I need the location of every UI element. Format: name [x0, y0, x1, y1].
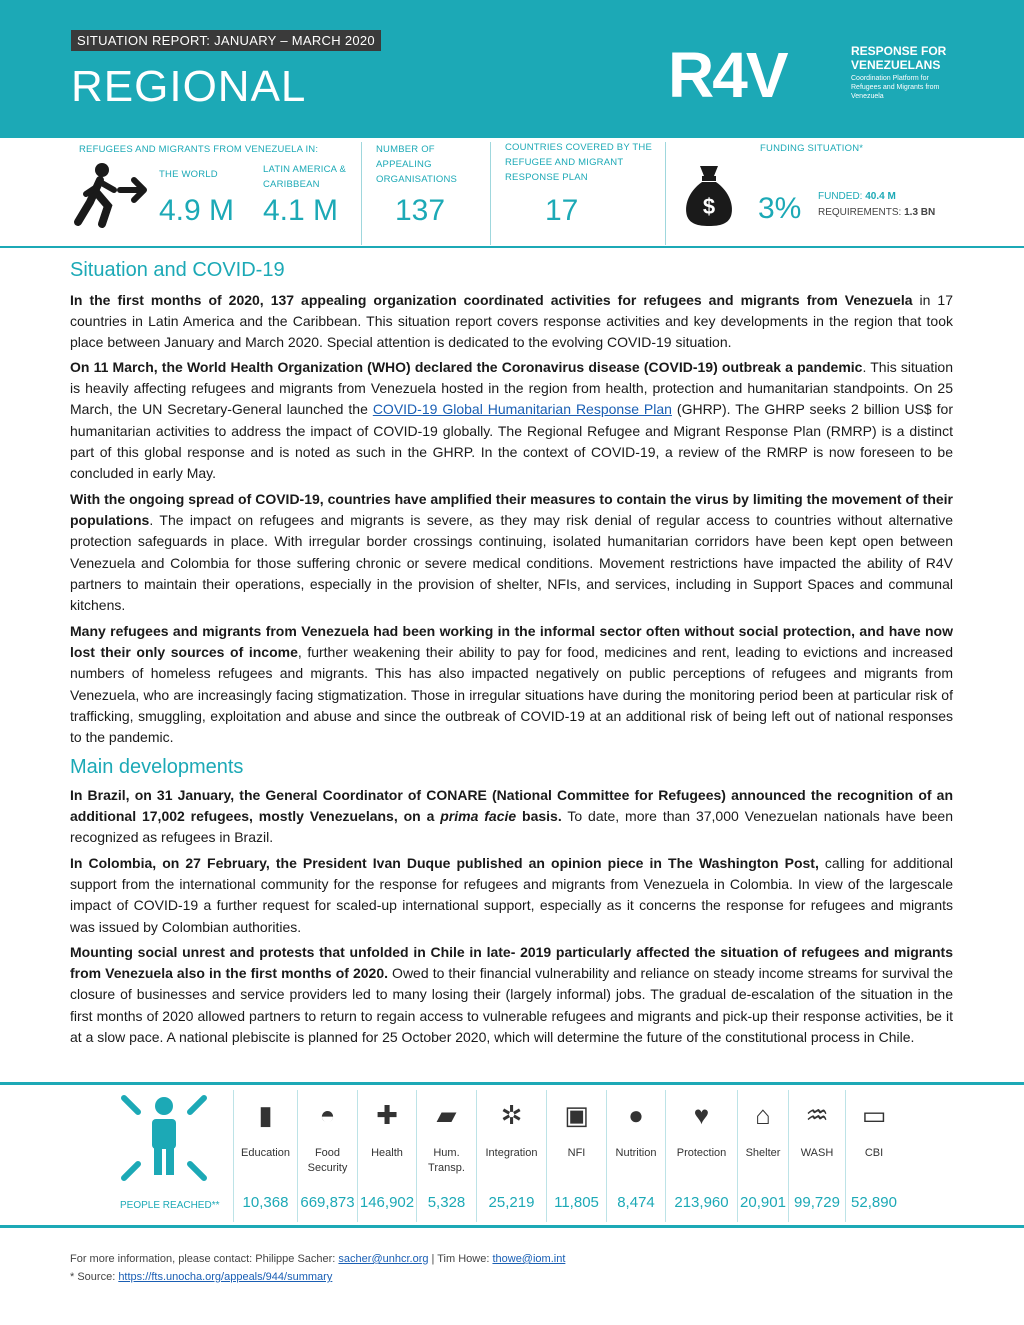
- bold-text: Mounting social unrest and protests that unfolded in Chile in late- 2019 particularly affected the situation of refugees and migrants from Venezuela also in the first months of 2020.: [70, 944, 953, 982]
- sector-value: 5,328: [427, 1194, 466, 1211]
- sector-value: 669,873: [300, 1194, 355, 1211]
- bold-text: In the first months of 2020, 137 appealing organization coordinated activities for refugees and migrants from Venezuela: [70, 292, 913, 308]
- latam-value: 4.1 M: [263, 194, 339, 227]
- stat-divider: [361, 142, 362, 245]
- countries-value: 17: [545, 194, 579, 227]
- orgs-label: NUMBER OF APPEALING ORGANISATIONS: [376, 144, 458, 185]
- source-link[interactable]: https://fts.unocha.org/appeals/944/summary: [118, 1271, 333, 1283]
- bold-text: On 11 March, the World Health Organization (WHO) declared the Coronavirus disease (COVID-19) outbreak a pandemic: [70, 359, 863, 375]
- requirements-row: [818, 207, 935, 218]
- sector-value: 10,368: [242, 1194, 289, 1211]
- wash-icon: ♒: [805, 1100, 829, 1130]
- refugees-label: REFUGEES AND MIGRANTS FROM VENEZUELA IN:: [79, 144, 319, 155]
- orgs-value: 137: [395, 194, 446, 227]
- footer-contact: [70, 1253, 565, 1265]
- bold-text: In Colombia, on 27 February, the President Ivan Duque published an opinion piece in The Washington Post,: [70, 855, 819, 871]
- money-bag-icon: [684, 162, 734, 228]
- body-text: (GHRP). The GHRP seeks 2 billion US$ for humanitarian activities to address the impact of COVID-19 globally. The Regional Refugee and Migrant Response Plan (RMRP) is a distinct part of this global response and is noted as such in the GHRP. In the context of COVID-19, a review of the RMRP is now foreseen to be concluded in early May.: [70, 401, 953, 482]
- sector-label: Education: [241, 1147, 290, 1159]
- latam-label: LATIN AMERICA & CARIBBEAN: [263, 164, 347, 190]
- sector-label: CBI: [864, 1147, 884, 1159]
- stat-divider: [665, 142, 666, 245]
- bold-text: In Brazil, on 31 January, the General Coordinator of CONARE (National Committee for Refugees) announced the recognition of an additional 17,002 refugees, mostly Venezuelans, on a: [70, 787, 953, 825]
- email-link-sacher[interactable]: sacher@unhcr.org: [338, 1253, 429, 1265]
- sector-shelter: [737, 1090, 788, 1222]
- truck-icon: ▰: [436, 1100, 457, 1130]
- body-text: Owed to their financial vulnerability and reliance on steady income streams for survival the closure of businesses and service providers led to many losing their (largely informal) jobs. The gradual de-escalation of the situation in the first months of 2020 allowed partners to return to regain access to vulnerable refugees and migrants and pick-up their response activities, be it at a slow pace. A national plebiscite is planned for 25 October 2020, which will determine the future of the constitutional process in Chile.: [70, 965, 953, 1045]
- sector-value: 8,474: [617, 1194, 655, 1211]
- developments-paragraph-3: [70, 942, 953, 1048]
- body-text: . This situation is heavily affecting refugees and migrants from Venezuela hosted in the region from health, protection and humanitarian standpoints. On 25 March, the UN Secretary-General launched the: [70, 359, 953, 418]
- developments-title: Main developments: [70, 756, 244, 778]
- sector-education: [233, 1090, 297, 1222]
- countries-label: COUNTRIES COVERED BY THE REFUGEE AND MIGRANT RESPONSE PLAN: [505, 142, 652, 183]
- world-label: THE WORLD: [159, 169, 218, 180]
- protection-icon: ♥: [693, 1100, 710, 1130]
- body-text: calling for additional support from the international community for the response for refugees and migrants from Venezuela in Colombia. In view of the largescale impact of COVID-19 a further request for scaled-up international support, especially as it concerns the response for refugees and migrants was issued by Colombian authorities.: [70, 855, 953, 935]
- requirements-value: 1.3 BN: [904, 207, 936, 218]
- developments-paragraph-1: [70, 785, 953, 849]
- situation-paragraph-2: [70, 357, 953, 484]
- funded-value: 40.4 M: [865, 191, 896, 202]
- report-label: SITUATION REPORT: JANUARY – MARCH 2020: [71, 30, 381, 51]
- source-text: * Source:: [70, 1271, 119, 1283]
- r4v-logo: [668, 40, 968, 110]
- body-text: in 17 countries in Latin America and the Caribbean. This situation report covers response activities and key developments in the region that took place between January and March 2020. Special attention is dedicated to the evolving COVID-19 situation.: [70, 292, 953, 351]
- nfi-icon: ▣: [564, 1100, 589, 1130]
- footer-source: [70, 1271, 332, 1283]
- email-link-howe[interactable]: thowe@iom.int: [492, 1253, 566, 1265]
- sector-nfi: [546, 1090, 606, 1222]
- body-text: To date, more than 37,000 Venezuelan nationals have been recognized as refugees in Brazil.: [70, 808, 953, 846]
- shelter-icon: ⌂: [755, 1100, 771, 1130]
- region-title: REGIONAL: [71, 62, 307, 111]
- sector-integration: [476, 1090, 546, 1222]
- situation-paragraph-3: [70, 489, 953, 616]
- body-text: , further weakening their ability to pay for food, medicines and rent, leading to evictions and increased numbers of homeless refugees and migrants. This has also impacted negatively on public perceptions of refugees and migrants from Venezuela, who are increasingly facing stigmatization. Those in irregular situations have during the monitoring period been at particular risk of trafficking, smuggling, exploitation and abuse and since the outbreak of COVID-19 at an additional risk of being left out of national responses to the pandemic.: [70, 644, 953, 746]
- italic-text: prima facie: [440, 808, 517, 825]
- contact-text: For more information, please contact: Philippe Sacher:: [70, 1253, 339, 1265]
- walking-person-icon: [72, 160, 154, 230]
- logo-line2: VENEZUELANS: [851, 58, 941, 72]
- bold-text: basis.: [516, 808, 562, 825]
- logo-text: [851, 44, 951, 101]
- sector-value: 11,805: [554, 1194, 599, 1211]
- bold-text: Many refugees and migrants from Venezuela had been working in the informal sector often without social protection, and have now lost their only sources of income: [70, 623, 953, 661]
- sector-label: Hum. Transp.: [428, 1147, 465, 1174]
- book-icon: ▮: [258, 1100, 273, 1130]
- body-text: . The impact on refugees and migrants is severe, as they may risk denial of regular access to countries without alternative protection safeguards in place. With irregular border crossings continuing, isolated humanitarian corridors have been kept open between Venezuela and Colombia for those suffering chronic or severe medical conditions. Movement restrictions have impacted the ability of R4V partners to maintain their operations, especially in the provision of shelter, NFIs, and services, including in Support Spaces and communal kitchens.: [70, 512, 953, 614]
- sector-label: Nutrition: [615, 1147, 657, 1159]
- people-reached-icon: [118, 1092, 210, 1184]
- people-reached-label: PEOPLE REACHED**: [120, 1200, 220, 1211]
- requirements-label: REQUIREMENTS:: [818, 207, 902, 218]
- contact-text: | Tim Howe:: [428, 1253, 493, 1265]
- nutrition-icon: ●: [628, 1100, 644, 1130]
- header-band: [0, 0, 1024, 138]
- svg-text:$: $: [702, 194, 716, 219]
- health-icon: ✚: [376, 1100, 398, 1130]
- developments-paragraph-2: [70, 853, 953, 938]
- sector-nutrition: [606, 1090, 665, 1222]
- sector-label: Integration: [485, 1147, 538, 1159]
- sector-label: Health: [371, 1147, 403, 1159]
- sector-value: 146,902: [359, 1194, 415, 1211]
- logo-line1: RESPONSE FOR: [851, 44, 947, 58]
- funding-label: FUNDING SITUATION*: [760, 143, 864, 154]
- sector-health: [357, 1090, 416, 1222]
- sector-label: Shelter: [745, 1147, 781, 1159]
- stat-divider: [490, 142, 491, 245]
- sector-value: 99,729: [794, 1194, 840, 1211]
- sector-cbi: [845, 1090, 902, 1222]
- logo-mark: R4V: [668, 39, 787, 111]
- sector-value: 25,219: [488, 1194, 535, 1211]
- logo-sub: Coordination Platform for Refugees and Migrants from Venezuela: [851, 75, 940, 100]
- sector-hum-transp: [416, 1090, 476, 1222]
- funding-value: 3%: [758, 192, 802, 225]
- sector-label: NFI: [567, 1147, 586, 1159]
- sector-value: 20,901: [740, 1194, 786, 1211]
- world-value: 4.9 M: [159, 194, 235, 227]
- sector-value: 52,890: [851, 1194, 897, 1211]
- sector-label: WASH: [800, 1147, 834, 1159]
- sector-label: Food Security: [307, 1147, 348, 1174]
- ghrp-link[interactable]: COVID-19 Global Humanitarian Response Plan: [372, 401, 672, 418]
- sector-value: 213,960: [674, 1194, 729, 1211]
- sector-protection: [665, 1090, 737, 1222]
- funded-row: [818, 191, 896, 202]
- sector-wash: [788, 1090, 845, 1222]
- cash-icon: ▭: [861, 1100, 887, 1130]
- sector-food-security: [297, 1090, 357, 1222]
- situation-paragraph-1: [70, 290, 953, 354]
- bold-text: With the ongoing spread of COVID-19, countries have amplified their measures to contain the virus by limiting the movement of their populations: [70, 491, 953, 529]
- situation-paragraph-4: [70, 621, 953, 748]
- situation-title: Situation and COVID-19: [70, 259, 285, 281]
- funded-label: FUNDED:: [818, 191, 863, 202]
- food-icon: ◓: [319, 1100, 336, 1130]
- sector-label: Protection: [676, 1147, 727, 1159]
- integration-icon: ✲: [500, 1100, 523, 1130]
